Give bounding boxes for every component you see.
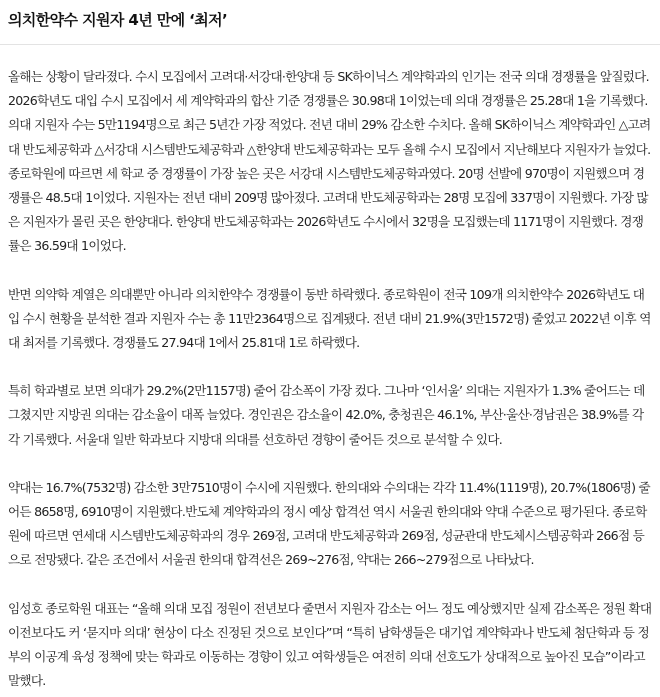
headline-divider [0, 44, 660, 45]
article-paragraph: 올해는 상황이 달라졌다. 수시 모집에서 고려대·서강대·한양대 등 SK하이닉스 계약학과의 인기는 전국 의대 경쟁률을 앞질렀다. 2026학년도 대입 수시 모집에서 세 계약학과의 합산 기준 경쟁률은 30.98대 1이었는데 의대 경쟁률은 25.28대 1을 기록했다. 의대 지원자 수는 5만1194명으로 최근 5년간 가장 적었다. 전년 대비 29% 감소한 수치다. 올해 SK하이닉스 계약학과인 △고려대 반도체공학과 △서강대 시스템반도체공학과 △한양대 반도체공학과는 모두 올해 수시 모집에서 지난해보다 지원자가 늘었다. 종로학원에 따르면 세 학교 중 경쟁률이 가장 높은 곳은 서강대 시스템반도체공학과였다. 20명 선발에 970명이 지원했으며 경쟁률은 48.5대 1이었다. 지원자는 전년 대비 209명 많아졌다. 고려대 반도체공학과는 28명 모집에 337명이 지원했다. 가장 많은 지원자가 몰린 곳은 한양대다. 한양대 반도체공학과는 2026학년도 수시에서 32명을 모집했는데 1171명이 지원했다. 경쟁률은 36.59대 1이었다. [8, 69, 651, 254]
article-headline: 의치한약수 지원자 4년 만에 ‘최저’ [8, 11, 228, 29]
article-paragraph: 약대는 16.7%(7532명) 감소한 3만7510명이 수시에 지원했다. 한의대와 수의대는 각각 11.4%(1119명), 20.7%(1806명) 줄어든 8658명, 6910명이 지원했다.반도체 계약학과의 정시 예상 합격선 역시 서울권 한의대와 약대 수준으로 평가된다. 종로학원에 따르면 연세대 시스템반도체공학과의 경우 269점, 고려대 반도체공학과 269점, 성균관대 반도체시스템공학과 266점 등으로 전망됐다. 같은 조건에서 서울권 한의대 합격선은 269~276점, 약대는 266~279점으로 나타났다. [8, 479, 650, 568]
article-paragraph: 특히 학과별로 보면 의대가 29.2%(2만1157명) 줄어 감소폭이 가장 컸다. 그나마 ‘인서울’ 의대는 지원자가 1.3% 줄어드는 데 그쳤지만 지방권 의대는 감소율이 대폭 늘었다. 경인권은 감소율이 42.0%, 충청권은 46.1%, 부산·울산·경남권은 38.9%를 각각 기록했다. 서울대 일반 학과보다 지방대 의대를 선호하던 경향이 줄어든 것으로 분석할 수 있다. [8, 383, 645, 447]
article-paragraph: 임성호 종로학원 대표는 “올해 의대 모집 정원이 전년보다 줄면서 지원자 감소는 어느 정도 예상했지만 실제 감소폭은 정원 확대 이전보다도 커 ‘묻지마 의대’ 현상이 다소 진정된 것으로 보인다”며 “특히 남학생들은 대기업 계약학과나 반도체 첨단학과 등 정부의 이공계 육성 정책에 맞는 학과로 이동하는 경향이 있고 여학생들은 여전히 의대 선호도가 상대적으로 높아진 모습”이라고 말했다. [8, 600, 652, 689]
article-paragraph: 반면 의약학 계열은 의대뿐만 아니라 의치한약수 경쟁률이 동반 하락했다. 종로학원이 전국 109개 의치한약수 2026학년도 대입 수시 현황을 분석한 결과 지원자 수는 총 11만2364명으로 집계됐다. 전년 대비 21.9%(3만1572명) 줄었고 2022년 이후 역대 최저를 기록했다. 경쟁률도 27.94대 1에서 25.81대 1로 하락했다. [8, 286, 651, 351]
